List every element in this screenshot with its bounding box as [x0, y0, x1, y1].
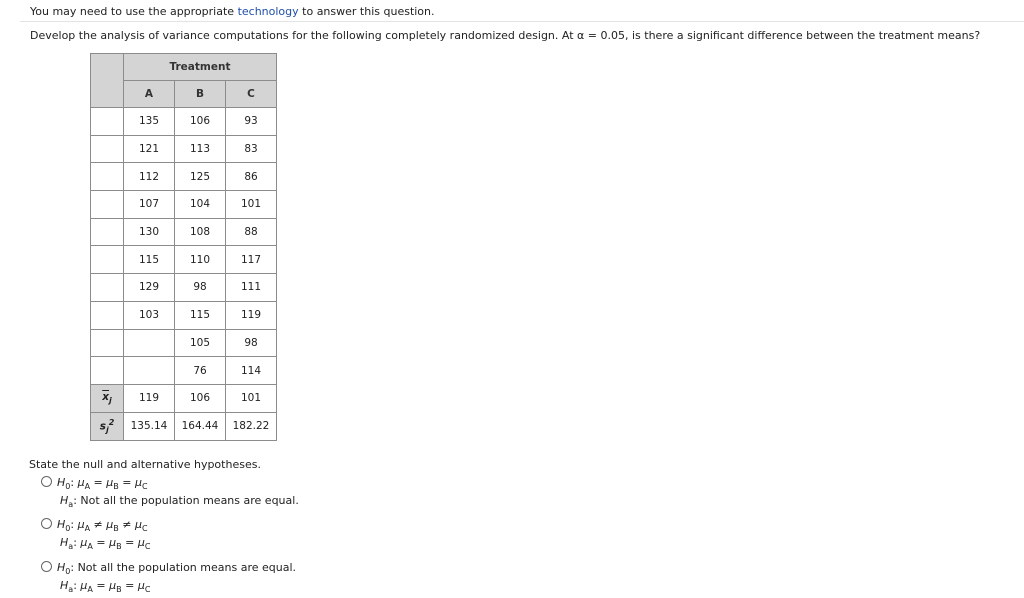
table-cell: 110	[175, 246, 226, 274]
table-cell: 88	[226, 218, 277, 246]
option-3-ha: $H_a$: $\mu_A = \mu_B = \mu_C$	[60, 579, 151, 595]
table-row	[91, 108, 277, 136]
option-3-h0: $H_0$: Not all the population means are equal.	[57, 561, 296, 577]
table-cell: 125	[175, 163, 226, 191]
option-1-ha: $H_a$: Not all the population means are equal.	[60, 494, 299, 510]
option-3-radio[interactable]	[41, 561, 52, 572]
row-label-cell	[91, 218, 124, 246]
mean-a: 119	[124, 384, 175, 412]
instruction-suffix: to answer this question.	[298, 5, 435, 18]
variance-row	[91, 412, 277, 440]
table-cell: 98	[175, 274, 226, 302]
table-cell: 86	[226, 163, 277, 191]
mean-label: $\overline{x}_j$	[91, 384, 124, 412]
row-label-cell	[91, 301, 124, 329]
row-label-cell	[91, 357, 124, 385]
table-corner	[91, 54, 124, 108]
table-cell: 106	[175, 108, 226, 136]
divider	[20, 21, 1024, 22]
treatment-header: Treatment	[124, 54, 277, 81]
table-row	[91, 301, 277, 329]
table-row	[91, 135, 277, 163]
row-label-cell	[91, 191, 124, 219]
table-cell: 93	[226, 108, 277, 136]
table-cell: 135	[124, 108, 175, 136]
table-row	[91, 218, 277, 246]
table-cell	[124, 329, 175, 357]
option-3[interactable]	[41, 561, 296, 576]
option-2-ha: $H_a$: $\mu_A = \mu_B = \mu_C$	[60, 536, 151, 552]
variance-c: 182.22	[226, 412, 277, 440]
option-1[interactable]	[41, 476, 148, 491]
mean-c: 101	[226, 384, 277, 412]
option-2[interactable]	[41, 518, 148, 533]
option-2-radio[interactable]	[41, 518, 52, 529]
table-cell	[124, 357, 175, 385]
table-cell: 111	[226, 274, 277, 302]
table-cell: 108	[175, 218, 226, 246]
table-row	[91, 329, 277, 357]
table-cell: 129	[124, 274, 175, 302]
table-cell: 119	[226, 301, 277, 329]
treatment-table	[90, 53, 277, 441]
table-cell: 83	[226, 135, 277, 163]
column-header-c: C	[226, 81, 277, 108]
table-cell: 117	[226, 246, 277, 274]
table-cell: 115	[124, 246, 175, 274]
variance-label: $s_j^2$	[91, 412, 124, 440]
column-header-b: B	[175, 81, 226, 108]
column-header-a: A	[124, 81, 175, 108]
table-cell: 98	[226, 329, 277, 357]
row-label-cell	[91, 246, 124, 274]
variance-a: 135.14	[124, 412, 175, 440]
technology-link[interactable]: technology	[237, 5, 299, 18]
row-label-cell	[91, 274, 124, 302]
instruction-prefix: You may need to use the appropriate	[30, 5, 238, 18]
option-1-h0: $H_0$: $\mu_A = \mu_B = \mu_C$	[57, 476, 148, 492]
option-1-radio[interactable]	[41, 476, 52, 487]
row-label-cell	[91, 108, 124, 136]
table-cell: 105	[175, 329, 226, 357]
table-cell: 113	[175, 135, 226, 163]
variance-b: 164.44	[175, 412, 226, 440]
table-cell: 121	[124, 135, 175, 163]
table-cell: 103	[124, 301, 175, 329]
table-cell: 115	[175, 301, 226, 329]
row-label-cell	[91, 135, 124, 163]
table-cell: 104	[175, 191, 226, 219]
table-row	[91, 357, 277, 385]
hypotheses-prompt: State the null and alternative hypotheses.	[29, 458, 261, 471]
instruction-line	[30, 5, 435, 18]
table-cell: 114	[226, 357, 277, 385]
table-cell: 112	[124, 163, 175, 191]
table-cell: 76	[175, 357, 226, 385]
table-cell: 130	[124, 218, 175, 246]
table-cell: 107	[124, 191, 175, 219]
mean-row	[91, 384, 277, 412]
row-label-cell	[91, 163, 124, 191]
row-label-cell	[91, 329, 124, 357]
table-row	[91, 163, 277, 191]
mean-b: 106	[175, 384, 226, 412]
question-text: Develop the analysis of variance computations for the following completely randomized design. At α = 0.05, is there a significant difference between the treatment means?	[30, 29, 981, 42]
table-row	[91, 191, 277, 219]
table-cell: 101	[226, 191, 277, 219]
table-row	[91, 246, 277, 274]
table-row	[91, 274, 277, 302]
option-2-h0: $H_0$: $\mu_A \ne \mu_B \ne \mu_C$	[57, 518, 148, 534]
